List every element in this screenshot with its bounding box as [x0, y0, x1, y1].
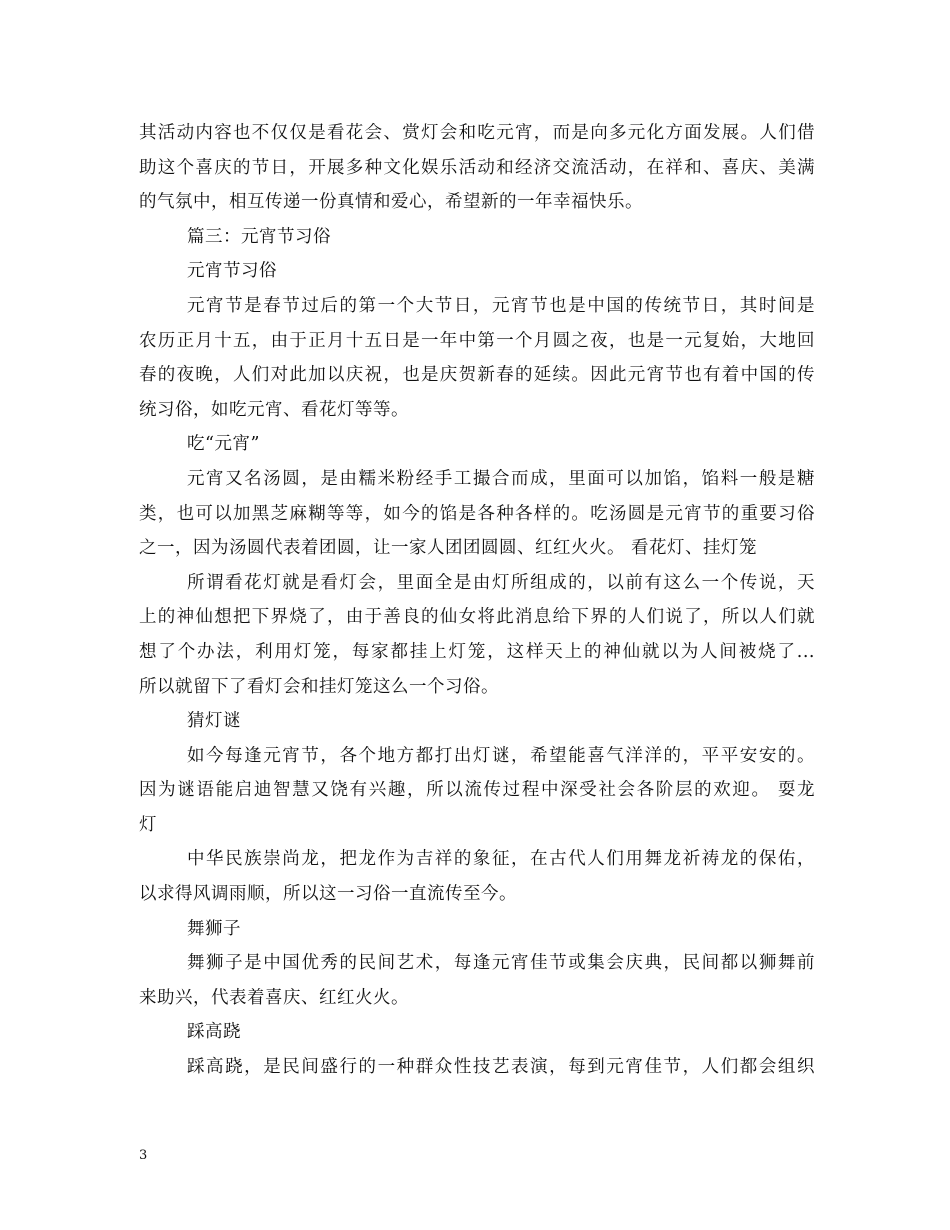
paragraph-line-indented: 元宵又名汤圆，是由糯米粉经手工撮合而成，里面可以加馅，馅料一般是糖 — [187, 468, 815, 489]
paragraph-line: 灯 — [139, 814, 157, 835]
paragraph-line: 以求得风调雨顺，所以这一习俗一直流传至今。 — [139, 884, 517, 905]
paragraph-line: 助这个喜庆的节日，开展多种文化娱乐活动和经济交流活动，在祥和、喜庆、美满 — [139, 157, 815, 178]
paragraph-line: 农历正月十五，由于正月十五日是一年中第一个月圆之夜，也是一元复始，大地回 — [139, 330, 815, 351]
paragraph-line: 想了个办法，利用灯笼，每家都挂上灯笼，这样天上的神仙就以为人间被烧了... — [139, 641, 815, 662]
paragraph-line: 之一，因为汤圆代表着团圆，让一家人团团圆圆、红红火火。 看花灯、挂灯笼 — [139, 538, 758, 559]
paragraph-line-indented: 吃“元宵” — [187, 434, 260, 455]
paragraph-line-indented: 踩高跷 — [187, 1022, 241, 1043]
paragraph-line-indented: 舞狮子是中国优秀的民间艺术，每逢元宵佳节或集会庆典，民间都以狮舞前 — [187, 953, 815, 974]
paragraph-line-indented: 舞狮子 — [187, 918, 241, 939]
paragraph-line-indented: 篇三：元宵节习俗 — [187, 226, 331, 247]
page-number: 3 — [139, 1148, 148, 1163]
paragraph-line: 来助兴，代表着喜庆、红红火火。 — [139, 987, 409, 1008]
paragraph-line-indented: 中华民族崇尚龙，把龙作为吉祥的象征，在古代人们用舞龙祈祷龙的保佑， — [187, 849, 815, 870]
document-body — [139, 116, 815, 1085]
paragraph-line-indented: 踩高跷，是民间盛行的一种群众性技艺表演，每到元宵佳节，人们都会组织 — [187, 1057, 815, 1078]
paragraph-line: 所以就留下了看灯会和挂灯笼这么一个习俗。 — [139, 676, 499, 697]
paragraph-line: 春的夜晚，人们对此加以庆祝，也是庆贺新春的延续。因此元宵节也有着中国的传 — [139, 365, 815, 386]
paragraph-line-indented: 如今每逢元宵节，各个地方都打出灯谜，希望能喜气洋洋的，平平安安的。 — [187, 745, 815, 766]
paragraph-line: 类，也可以加黑芝麻糊等等，如今的馅是各种各样的。吃汤圆是元宵节的重要习俗 — [139, 503, 815, 524]
paragraph-line-indented: 猜灯谜 — [187, 711, 241, 732]
paragraph-line: 因为谜语能启迪智慧又饶有兴趣，所以流传过程中深受社会各阶层的欢迎。 耍龙 — [139, 780, 815, 801]
paragraph-line-indented: 所谓看花灯就是看灯会，里面全是由灯所组成的，以前有这么一个传说，天 — [187, 572, 815, 593]
paragraph-line: 的气氛中，相互传递一份真情和爱心，希望新的一年幸福快乐。 — [139, 192, 643, 213]
paragraph-line-indented: 元宵节习俗 — [187, 261, 277, 282]
paragraph-line-indented: 元宵节是春节过后的第一个大节日，元宵节也是中国的传统节日，其时间是 — [187, 295, 815, 316]
paragraph-line: 统习俗，如吃元宵、看花灯等等。 — [139, 399, 409, 420]
paragraph-line: 其活动内容也不仅仅是看花会、赏灯会和吃元宵，而是向多元化方面发展。人们借 — [139, 123, 815, 143]
paragraph-line: 上的神仙想把下界烧了，由于善良的仙女将此消息给下界的人们说了，所以人们就 — [139, 607, 815, 628]
